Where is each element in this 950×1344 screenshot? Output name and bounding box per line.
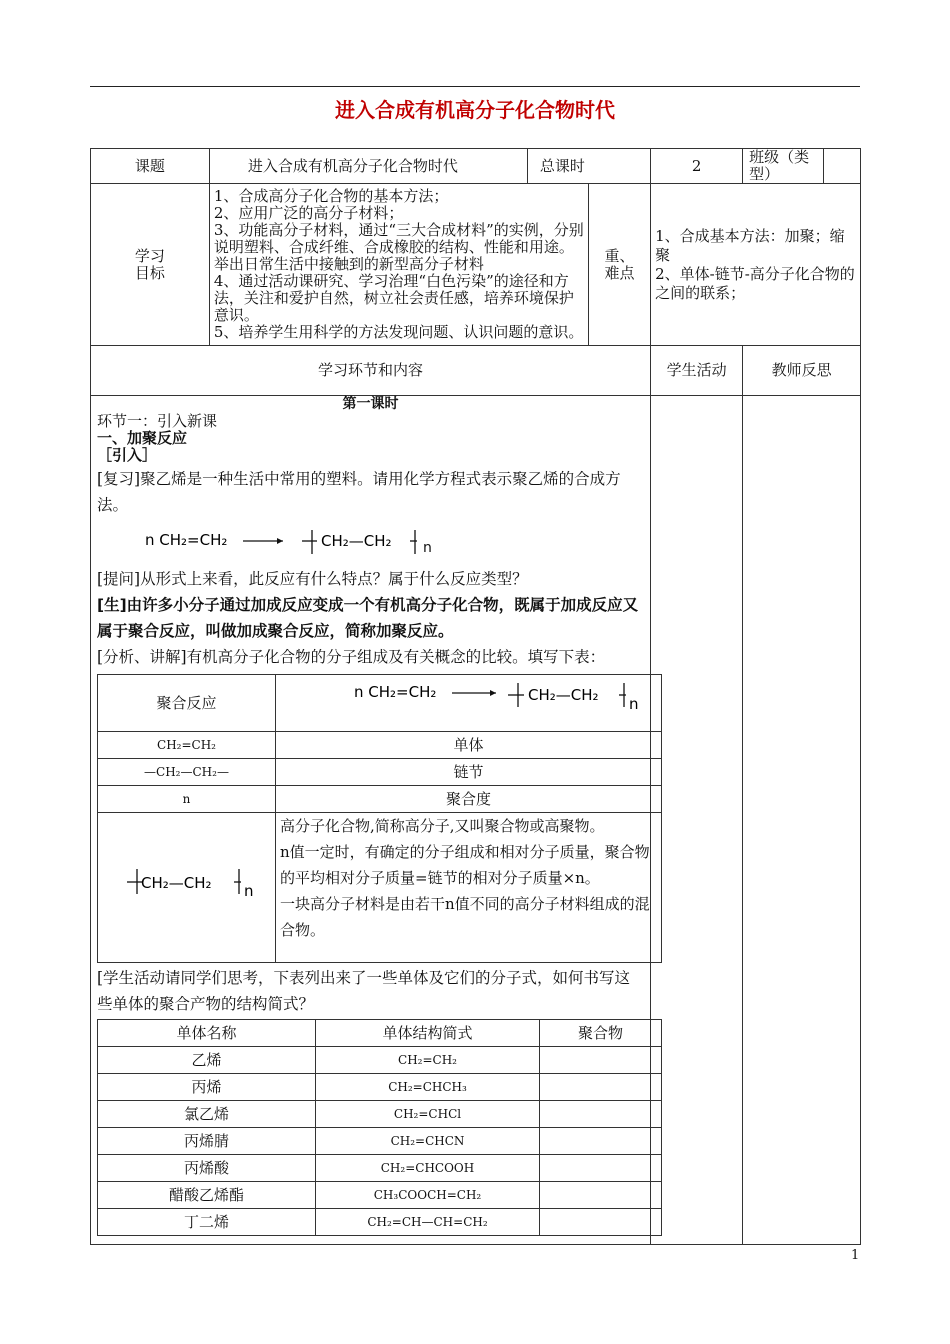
goal-item: 5、培养学生用科学的方法发现问题、认识问题的意识。 [213, 323, 584, 341]
teacher-reflection-cell [743, 396, 861, 1245]
part-title: 一、加聚反应 [97, 429, 188, 447]
reaction-equation-graphic [97, 518, 417, 566]
monomer-name: 丙烯腈 [98, 1128, 316, 1155]
monomer-term: 单体 [276, 732, 662, 759]
key-point: 1、合成基本方法：加聚；缩聚 [655, 226, 845, 264]
hours-number: 2 [691, 156, 702, 175]
description-line: 一块高分子材料是由若干n值不同的高分子材料组成的混合物。 [280, 895, 650, 939]
lesson-heading: 第一课时 [342, 396, 399, 412]
key-label: 重、难点 [588, 184, 650, 346]
monomer-structure: CH₂=CHCl [316, 1101, 540, 1128]
equation-monomer: n CH₂=CH₂ [145, 531, 228, 549]
equation-subscript: n [423, 540, 432, 556]
section-title: 环节一：引入新课 [97, 412, 218, 430]
polymer-cell [540, 1101, 662, 1128]
monomer-name: 醋酸乙烯酯 [98, 1182, 316, 1209]
key-point: 2、单体-链节-高分子化合物的之间的联系； [655, 264, 855, 302]
answer-text: [生]由许多小分子通过加成反应变成一个有机高分子化合物，既属于加成反应又属于聚合反应，叫做加成聚合反应，简称加聚反应。 [97, 596, 639, 640]
goal-item: 4、通过活动课研究、学习治理“白色污染”的途径和方法，关注和爱护自然，树立社会责任感，培养环境保护意识。 [213, 272, 574, 324]
topic-value: 进入合成有机高分子化合物时代 [209, 149, 527, 184]
monomer-name: 氯乙烯 [98, 1101, 316, 1128]
monomer-structure: CH₂=CHCOOH [316, 1155, 540, 1182]
activity-text: [学生活动请同学们思考，下表列出来了一些单体及它们的分子式，如何书写这些单体的聚合产物的结构简式？ [97, 969, 631, 1013]
student-activity-cell [651, 396, 743, 1245]
table-row [98, 1182, 662, 1209]
polymer-cell [540, 1209, 662, 1236]
monomer-structure: CH₂=CHCH₃ [316, 1074, 540, 1101]
hours-value [651, 149, 743, 184]
student-column-header: 学生活动 [651, 346, 743, 396]
monomer-formula: CH₂=CH₂ [98, 732, 276, 759]
polymerization-label: 聚合反应 [98, 675, 276, 732]
monomer-name: 丙烯 [98, 1074, 316, 1101]
goal-label: 学习目标 [91, 184, 210, 346]
page-title: 进入合成有机高分子化合物时代 [335, 98, 615, 122]
polymer-formula [98, 813, 276, 963]
degree-term: 聚合度 [276, 786, 662, 813]
monomer-structure: CH₃COOCH=CH₂ [316, 1182, 540, 1209]
question-text: [提问]从形式上来看，此反应有什么特点？属于什么反应类型？ [97, 570, 528, 588]
class-cell [743, 149, 861, 184]
monomer-table [97, 1019, 662, 1236]
review-text: [复习]聚乙烯是一种生活中常用的塑料。请用化学方程式表示聚乙烯的合成方法。 [97, 470, 621, 514]
lesson-content [91, 396, 651, 1245]
key-points [651, 184, 861, 346]
intro-label: ［引入］ [97, 446, 158, 464]
table-row [98, 1155, 662, 1182]
table-row [98, 1074, 662, 1101]
concept-subscript: n [628, 695, 639, 713]
table-row [98, 1101, 662, 1128]
monomer-name: 乙烯 [98, 1047, 316, 1074]
table-row [98, 1128, 662, 1155]
description-line: n值一定时，有确定的分子组成和相对分子质量，聚合物的平均相对分子质量=链节的相对分子质量×n。 [280, 843, 650, 887]
polymer-cell [540, 1182, 662, 1209]
monomer-name: 丙烯酸 [98, 1155, 316, 1182]
polymer-cell [540, 1047, 662, 1074]
table-row [98, 1047, 662, 1074]
monomer-structure: CH₂=CH—CH=CH₂ [316, 1209, 540, 1236]
header-monomer-name: 单体名称 [98, 1020, 316, 1047]
arrow-head-icon [277, 538, 283, 544]
polymer-description [276, 813, 662, 963]
teacher-column-header: 教师反思 [743, 346, 861, 396]
polymer-cell [540, 1155, 662, 1182]
polymerization-equation-graphic [304, 675, 639, 723]
header-polymer: 聚合物 [540, 1020, 662, 1047]
analysis-text: [分析、讲解]有机高分子化合物的分子组成及有关概念的比较。填写下表： [97, 648, 606, 666]
polymerization-equation [276, 675, 662, 732]
header-monomer-structure: 单体结构简式 [316, 1020, 540, 1047]
hours-label: 总课时 [527, 149, 650, 184]
polymer-subscript: n [243, 881, 254, 900]
description-line: 高分子化合物,简称高分子,又叫聚合物或高聚物。 [280, 817, 605, 835]
chain-unit-term: 链节 [276, 759, 662, 786]
reaction-equation [97, 518, 644, 566]
class-value [824, 149, 856, 183]
chain-unit-formula: —CH₂—CH₂— [98, 759, 276, 786]
polymer-unit: CH₂—CH₂ [140, 873, 212, 892]
class-label: 班级（类型） [747, 149, 824, 183]
table-row [98, 1209, 662, 1236]
polymer-cell [540, 1128, 662, 1155]
goal-item: 1、合成高分子化合物的基本方法； [213, 187, 449, 205]
goal-item: 3、功能高分子材料，通过“三大合成材料”的实例，分别说明塑料、合成纤维、合成橡胶的结构、性能和用途。举出日常生活中接触到的新型高分子材料 [213, 221, 584, 273]
polymer-formula-graphic [117, 864, 257, 904]
goal-list [209, 184, 588, 346]
lesson-plan-table [90, 148, 861, 1245]
concept-monomer: n CH₂=CH₂ [353, 683, 436, 701]
goal-item: 2、应用广泛的高分子材料； [213, 204, 404, 222]
equation-polymer: CH₂—CH₂ [321, 532, 392, 550]
concept-polymer: CH₂—CH₂ [527, 686, 599, 704]
page-number: 1 [851, 1248, 860, 1263]
monomer-structure: CH₂=CHCN [316, 1128, 540, 1155]
monomer-structure: CH₂=CH₂ [316, 1047, 540, 1074]
polymer-cell [540, 1074, 662, 1101]
header-rule [90, 86, 860, 87]
arrow-head-icon [490, 690, 496, 696]
concept-table [97, 674, 662, 963]
topic-label: 课题 [91, 149, 210, 184]
content-column-header: 学习环节和内容 [91, 346, 651, 396]
monomer-name: 丁二烯 [98, 1209, 316, 1236]
degree-symbol: n [98, 786, 276, 813]
